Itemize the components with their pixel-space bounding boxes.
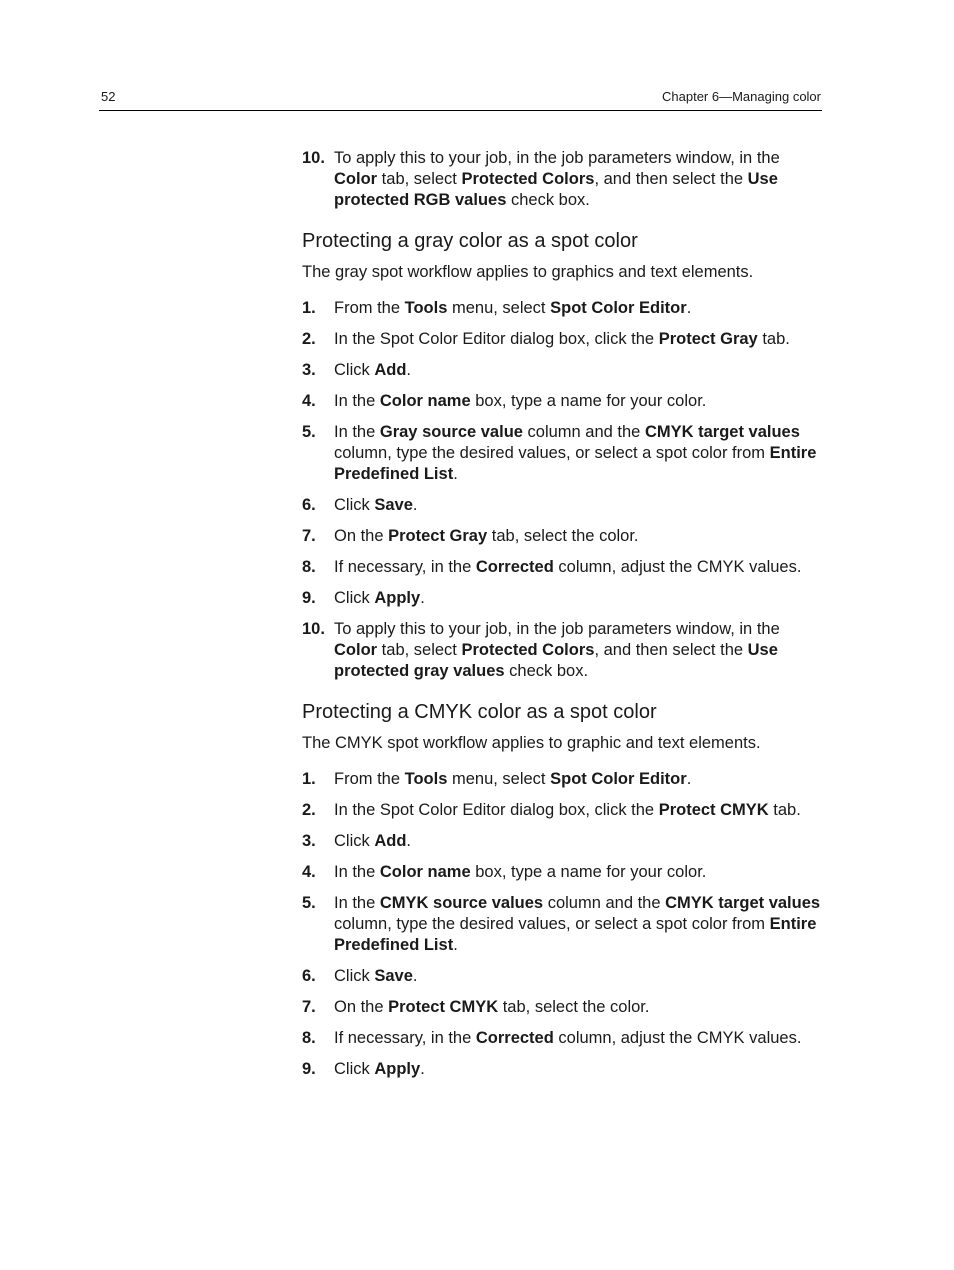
procedure-step [302,619,827,682]
procedure-step [302,391,827,412]
step-text-run: tab. [768,801,801,819]
step-number: 10. [302,620,325,638]
step-text [334,360,827,381]
ui-term: Color [334,641,378,659]
ui-term: Entire Predefined List [334,915,817,954]
step-text-run: tab, select the color. [487,527,639,545]
step-text [334,800,827,821]
step-text-run: tab, select [377,170,462,188]
procedure-step [302,769,827,790]
step-text-run: box, type a name for your color. [470,392,707,410]
step-text-run: column and the [522,423,645,441]
page-number: 52 [101,89,116,104]
document-body [302,148,827,1090]
section-intro: The CMYK spot workflow applies to graphic and text elements. [302,734,761,752]
step-number: 10. [302,149,325,167]
ui-term: Corrected [475,1029,554,1047]
section-heading: Protecting a gray color as a spot color [302,230,638,252]
ui-term: Protected Colors [461,170,595,188]
procedure-step [302,495,827,516]
step-text-run: menu, select [447,299,551,317]
step-text-run: . [453,936,458,954]
running-head-chapter: Chapter 6—Managing color [662,89,821,104]
step-number: 1. [302,299,316,317]
procedure-step [302,1028,827,1049]
ui-term: Use protected RGB values [334,170,778,209]
step-text-run: . [406,832,412,850]
step-text-run: . [420,589,425,607]
step-number: 8. [302,1029,316,1047]
step-number: 3. [302,832,316,850]
step-text-run: check box. [506,191,590,209]
step-text-run: . [686,299,692,317]
procedure-step [302,893,827,956]
step-text-run: Click [334,967,375,985]
step-number: 8. [302,558,316,576]
ui-term: Protect CMYK [388,998,499,1016]
ui-term: Spot Color Editor [550,299,687,317]
step-text [334,298,827,319]
step-text [334,148,827,211]
ui-term: Gray source value [379,423,523,441]
step-text [334,862,827,883]
ui-term: Color [334,170,378,188]
ui-term: Spot Color Editor [550,770,687,788]
step-text-run: In the [334,392,380,410]
step-text-run: . [686,770,692,788]
ui-term: Apply [374,589,421,607]
ui-term: Save [374,967,413,985]
procedure-step [302,422,827,485]
step-text [334,893,827,956]
step-number: 2. [302,330,316,348]
step-text-run: . [412,496,418,514]
step-text-run: tab. [757,330,790,348]
step-number: 4. [302,392,316,410]
procedure-step [302,997,827,1018]
step-text-run: To apply this to your job, in the job parameters window, in the [334,149,780,167]
step-text [334,329,827,350]
ui-term: Protect CMYK [658,801,769,819]
step-text-run: In the Spot Color Editor dialog box, click the [334,801,659,819]
step-number: 6. [302,496,316,514]
procedure-step [302,831,827,852]
step-text-run: column, type the desired values, or select a spot color from [334,915,770,933]
procedure-step [302,966,827,987]
procedure-step [302,1059,827,1080]
step-text-run: . [406,361,412,379]
step-text [334,619,827,682]
ui-term: Entire Predefined List [334,444,817,483]
ui-term: CMYK target values [665,894,821,912]
step-text-run: column, adjust the CMYK values. [553,558,802,576]
step-number: 9. [302,1060,316,1078]
ui-term: Color name [379,392,471,410]
ui-term: CMYK target values [644,423,800,441]
step-text-run: check box. [504,662,589,680]
ui-term: CMYK source values [379,894,544,912]
step-text-run: In the Spot Color Editor dialog box, click the [334,330,659,348]
step-text-run: , and then select the [594,170,748,188]
step-number: 3. [302,361,316,379]
header-rule [99,110,822,111]
step-text [334,831,827,852]
step-text-run: Click [334,361,375,379]
step-text-run: In the [334,863,380,881]
step-text-run: On the [334,527,389,545]
step-text-run: From the [334,299,405,317]
step-number: 1. [302,770,316,788]
step-text-run: To apply this to your job, in the job parameters window, in the [334,620,780,638]
procedure-step [302,360,827,381]
step-number: 4. [302,863,316,881]
step-text-run: , and then select the [594,641,748,659]
ui-term: Protected Colors [461,641,595,659]
step-text [334,997,827,1018]
ui-term: Save [374,496,413,514]
step-text [334,495,827,516]
step-text [334,526,827,547]
step-number: 6. [302,967,316,985]
ui-term: Add [374,361,407,379]
ui-term: Corrected [475,558,554,576]
step-text-run: column, adjust the CMYK values. [553,1029,802,1047]
ui-term: Protect Gray [658,330,758,348]
step-text [334,557,827,578]
section-heading: Protecting a CMYK color as a spot color [302,701,657,723]
step-text-run: If necessary, in the [334,1029,476,1047]
step-text [334,966,827,987]
step-text [334,769,827,790]
step-text-run: tab, select the color. [498,998,650,1016]
step-text-run: box, type a name for your color. [470,863,707,881]
procedure-step [302,588,827,609]
step-number: 7. [302,527,316,545]
procedure-step [302,526,827,547]
step-text-run: . [412,967,418,985]
step-text-run: . [420,1060,425,1078]
step-number: 2. [302,801,316,819]
ui-term: Protect Gray [388,527,488,545]
procedure-step [302,148,827,211]
procedure-step [302,298,827,319]
procedure-step [302,557,827,578]
step-number: 5. [302,423,316,441]
procedure-step [302,800,827,821]
step-text-run: Click [334,1060,375,1078]
step-text [334,588,827,609]
step-text-run: . [453,465,458,483]
step-number: 7. [302,998,316,1016]
step-text-run: On the [334,998,389,1016]
step-text-run: In the [334,423,380,441]
step-text [334,1028,827,1049]
ui-term: Tools [404,299,448,317]
step-text-run: Click [334,832,375,850]
step-number: 9. [302,589,316,607]
ui-term: Use protected gray values [334,641,778,680]
section-intro: The gray spot workflow applies to graphics and text elements. [302,263,754,281]
procedure-step [302,329,827,350]
step-text-run: column and the [543,894,666,912]
step-number: 5. [302,894,316,912]
step-text-run: menu, select [447,770,551,788]
step-text-run: column, type the desired values, or select a spot color from [334,444,770,462]
ui-term: Add [374,832,407,850]
step-text-run: Click [334,589,375,607]
step-text-run: tab, select [377,641,462,659]
ui-term: Apply [374,1060,421,1078]
step-text-run: If necessary, in the [334,558,476,576]
step-text [334,1059,827,1080]
procedure-step [302,862,827,883]
ui-term: Color name [379,863,471,881]
step-text [334,391,827,412]
step-text-run: From the [334,770,405,788]
step-text-run: In the [334,894,380,912]
ui-term: Tools [404,770,448,788]
step-text-run: Click [334,496,375,514]
step-text [334,422,827,485]
